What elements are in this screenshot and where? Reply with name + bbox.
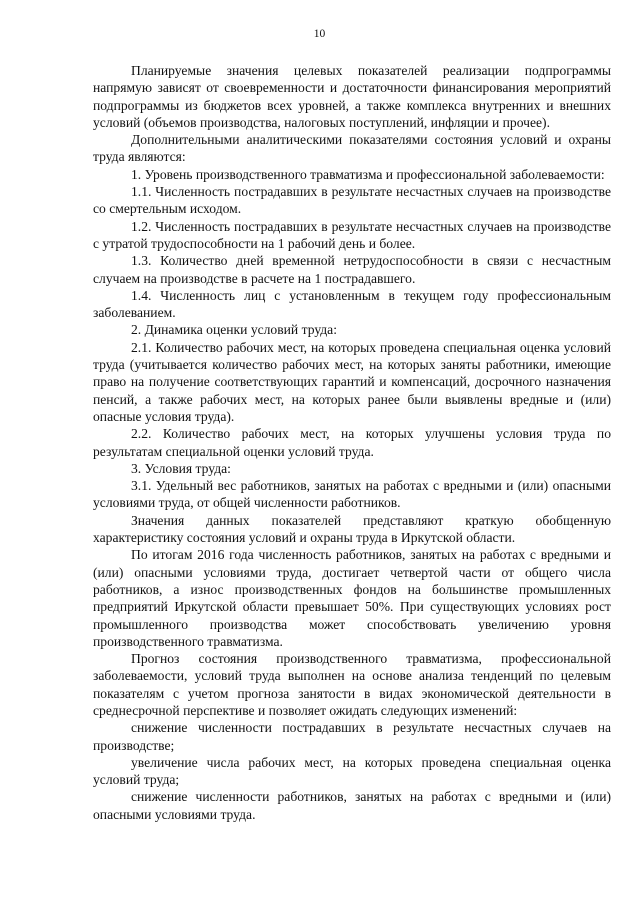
list-item: 1. Уровень производственного травматизма и профессиональной заболеваемости:: [131, 166, 605, 182]
paragraph: Планируемые значения целевых показателей реализации подпрограммы напрямую зависят от своевременности и достаточности финансирования мероприятий подпрограммы из бюджетов всех уровней, а также комплекса внутренних и внешних условий (объемов производства, налоговых поступлений, инфляции и прочее).: [93, 63, 611, 130]
list-item: 3. Условия труда:: [131, 460, 231, 476]
list-item: 1.1. Численность пострадавших в результате несчастных случаев на производстве со смертельным исходом.: [93, 184, 611, 217]
page-number: 10: [313, 28, 326, 40]
list-item: 3.1. Удельный вес работников, занятых на работах с вредными и (или) опасными условиями труда, от общей численности работников.: [93, 478, 611, 511]
list-item: снижение численности работников, занятых на работах с вредными и (или) опасными условиями труда.: [93, 789, 611, 822]
list-item: 1.2. Численность пострадавших в результате несчастных случаев на производстве с утратой трудоспособности на 1 рабочий день и более.: [93, 218, 611, 251]
paragraph: Значения данных показателей представляют краткую обобщенную характеристику состояния условий и охраны труда в Иркутской области.: [93, 512, 611, 546]
list-item: 2.1. Количество рабочих мест, на которых проведена специальная оценка условий труда (учитывается количество рабочих мест, на которых заняты работники, имеющие право на получение соответствующих гарантий и компенсаций, досрочного назначения пенсий, а также рабочих мест, на которых ранее были выявлены вредные и (или) опасные условия труда).: [93, 339, 611, 424]
list-item: снижение численности пострадавших в результате несчастных случаев на производстве;: [93, 720, 611, 753]
paragraph: Прогноз состояния производственного травматизма, профессиональной заболеваемости, условий труда выполнен на основе анализа тенденций по целевым показателям с учетом прогноза занятости в видах экономической деятельности в среднесрочной перспективе и позволяет ожидать следующих изменений:: [93, 651, 611, 718]
paragraph: По итогам 2016 года численность работников, занятых на работах с вредными и (или) опасными условиями труда, достигает четвертой части от общего числа работников, а износ производственных фондов на большинстве промышленных предприятий Иркутской области превышает 50%. При существующих условиях рост промышленного производства может способствовать увеличению уровня производственного травматизма.: [93, 547, 611, 649]
list-item: 1.4. Численность лиц с установленным в текущем году профессиональным заболеванием.: [93, 287, 611, 321]
document-body: [93, 62, 611, 823]
list-item: 2. Динамика оценки условий труда:: [131, 322, 337, 338]
list-item: увеличение числа рабочих мест, на которых проведена специальная оценка условий труда;: [93, 754, 611, 788]
list-item: 2.2. Количество рабочих мест, на которых улучшены условия труда по результатам специальной оценки условий труда.: [93, 426, 611, 459]
paragraph: Дополнительными аналитическими показателями состояния условий и охраны труда являются:: [93, 132, 611, 165]
list-item: 1.3. Количество дней временной нетрудоспособности в связи с несчастным случаем на производстве в расчете на 1 пострадавшего.: [93, 253, 611, 286]
